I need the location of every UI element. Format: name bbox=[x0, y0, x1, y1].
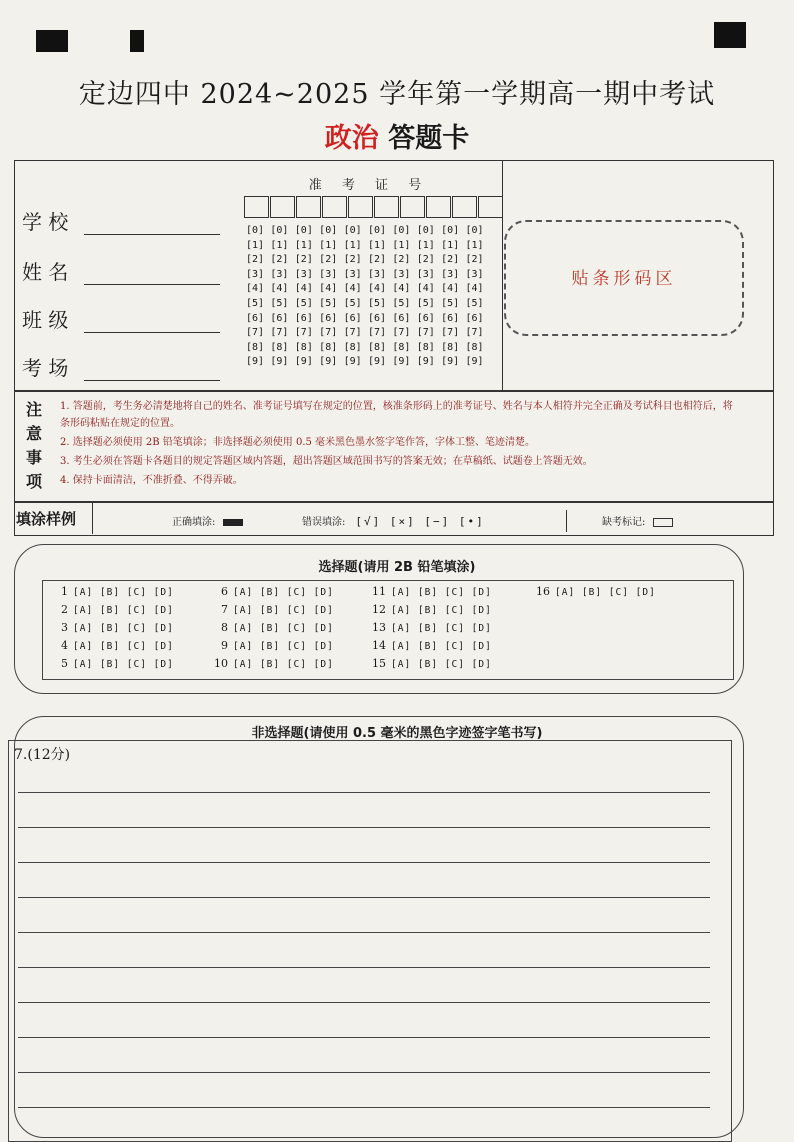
bubble-row bbox=[246, 268, 490, 283]
page-subtitle bbox=[0, 116, 794, 155]
digit-bubble[interactable]: [2] bbox=[270, 254, 289, 266]
digit-bubble[interactable]: [1] bbox=[441, 239, 460, 251]
question-number: 13 bbox=[372, 621, 386, 634]
answer-options[interactable]: [A] [B] [C] [D] bbox=[233, 623, 334, 634]
digit-bubble[interactable]: [6] bbox=[270, 312, 289, 324]
class-field bbox=[22, 304, 220, 333]
name-field bbox=[22, 256, 220, 285]
digit-bubble[interactable]: [3] bbox=[246, 268, 265, 280]
digit-bubble[interactable]: [0] bbox=[441, 225, 460, 236]
digit-bubble[interactable]: [0] bbox=[465, 225, 484, 236]
digit-bubble[interactable]: [1] bbox=[319, 239, 338, 251]
class-label: 班 级 bbox=[22, 308, 69, 332]
digit-bubble[interactable]: [2] bbox=[392, 254, 411, 266]
digit-bubble[interactable]: [4] bbox=[465, 283, 484, 295]
answer-line bbox=[18, 1107, 710, 1108]
exam-id-digit-box[interactable] bbox=[348, 196, 373, 218]
digit-bubble[interactable]: [1] bbox=[343, 239, 362, 251]
digit-bubble[interactable]: [9] bbox=[343, 356, 362, 368]
question-number: 2 bbox=[61, 603, 68, 616]
digit-bubble[interactable]: [4] bbox=[319, 283, 338, 295]
barcode-label: 贴条形码区 bbox=[571, 269, 677, 289]
choice-question bbox=[212, 657, 334, 670]
digit-bubble[interactable]: [5] bbox=[441, 297, 460, 309]
choice-question bbox=[52, 603, 174, 616]
exam-id-digit-box[interactable] bbox=[426, 196, 451, 218]
digit-bubble[interactable]: [8] bbox=[294, 341, 313, 353]
sample-divider bbox=[92, 502, 93, 534]
digit-bubble[interactable]: [9] bbox=[246, 356, 265, 368]
corner-mark-middle bbox=[130, 30, 144, 52]
question-number: 8 bbox=[221, 621, 228, 634]
question-number: 5 bbox=[61, 657, 68, 670]
exam-id-digit-box[interactable] bbox=[296, 196, 321, 218]
digit-bubble[interactable]: [5] bbox=[246, 297, 265, 309]
digit-bubble[interactable]: [0] bbox=[294, 225, 313, 236]
digit-bubble[interactable]: [8] bbox=[441, 341, 460, 353]
digit-bubble[interactable]: [8] bbox=[367, 341, 387, 353]
digit-bubble[interactable]: [5] bbox=[270, 297, 289, 309]
digit-bubble[interactable]: [8] bbox=[270, 341, 289, 353]
digit-bubble[interactable]: [2] bbox=[246, 254, 265, 266]
choice-question bbox=[212, 621, 334, 634]
digit-bubble[interactable]: [6] bbox=[416, 312, 435, 324]
digit-bubble[interactable]: [1] bbox=[367, 239, 387, 251]
digit-bubble[interactable]: [7] bbox=[416, 327, 435, 339]
answer-options[interactable]: [A] [B] [C] [D] bbox=[233, 659, 334, 670]
question-number: 12 bbox=[372, 603, 386, 616]
choice-question bbox=[212, 603, 334, 616]
answer-line bbox=[18, 897, 710, 898]
digit-bubble[interactable]: [6] bbox=[294, 312, 313, 324]
question-number: 14 bbox=[372, 639, 386, 652]
digit-bubble[interactable]: [9] bbox=[416, 356, 435, 368]
digit-bubble[interactable]: [7] bbox=[392, 327, 411, 339]
digit-bubble[interactable]: [8] bbox=[319, 341, 338, 353]
answer-options[interactable]: [A] [B] [C] [D] bbox=[391, 641, 492, 652]
question-number: 15 bbox=[372, 657, 386, 670]
exam-id-title: 准 考 证 号 bbox=[308, 178, 430, 193]
digit-bubble[interactable]: [6] bbox=[392, 312, 411, 324]
answer-options[interactable]: [A] [B] [C] [D] bbox=[233, 587, 334, 598]
answer-options[interactable]: [A] [B] [C] [D] bbox=[555, 587, 656, 598]
choice-question bbox=[370, 657, 492, 670]
question-number: 10 bbox=[214, 657, 228, 670]
filled-bubble-icon bbox=[223, 519, 243, 526]
choice-question bbox=[370, 621, 492, 634]
bubble-row bbox=[246, 297, 490, 312]
answer-options[interactable]: [A] [B] [C] [D] bbox=[391, 605, 492, 616]
digit-bubble[interactable]: [6] bbox=[343, 312, 362, 324]
digit-bubble[interactable]: [3] bbox=[319, 268, 338, 280]
school-field bbox=[22, 206, 220, 235]
choice-question bbox=[52, 585, 174, 598]
choice-question bbox=[52, 657, 174, 670]
answer-options[interactable]: [A] [B] [C] [D] bbox=[391, 587, 492, 598]
school-input[interactable] bbox=[84, 216, 220, 235]
digit-bubble[interactable]: [7] bbox=[294, 327, 313, 339]
digit-bubble[interactable]: [5] bbox=[392, 297, 411, 309]
sample-correct-label: 正确填涂: bbox=[172, 517, 216, 528]
sample-correct bbox=[172, 513, 243, 528]
answer-options[interactable]: [A] [B] [C] [D] bbox=[73, 623, 174, 634]
bubble-row bbox=[246, 312, 490, 327]
answer-line bbox=[18, 792, 710, 793]
absent-box[interactable] bbox=[653, 518, 673, 527]
digit-bubble[interactable]: [9] bbox=[294, 356, 313, 368]
answer-options[interactable]: [A] [B] [C] [D] bbox=[391, 659, 492, 670]
digit-bubble[interactable]: [7] bbox=[367, 327, 387, 339]
digit-bubble[interactable]: [0] bbox=[392, 225, 411, 236]
digit-bubble[interactable]: [7] bbox=[343, 327, 362, 339]
digit-bubble[interactable]: [9] bbox=[465, 356, 484, 368]
digit-bubble[interactable]: [5] bbox=[343, 297, 362, 309]
school-label: 学 校 bbox=[22, 210, 69, 234]
choice-question bbox=[52, 621, 174, 634]
absent-divider bbox=[566, 510, 567, 532]
exam-id-digit-box[interactable] bbox=[400, 196, 425, 218]
digit-bubble[interactable]: [7] bbox=[246, 327, 265, 339]
answer-options[interactable]: [A] [B] [C] [D] bbox=[73, 587, 174, 598]
sample-wrong bbox=[302, 513, 485, 528]
digit-bubble[interactable]: [1] bbox=[392, 239, 411, 251]
digit-bubble[interactable]: [0] bbox=[416, 225, 435, 236]
corner-mark-right bbox=[714, 22, 746, 48]
digit-bubble[interactable]: [6] bbox=[465, 312, 484, 324]
digit-bubble[interactable]: [3] bbox=[367, 268, 387, 280]
digit-bubble[interactable]: [0] bbox=[343, 225, 362, 236]
digit-bubble[interactable]: [1] bbox=[294, 239, 313, 251]
room-input[interactable] bbox=[84, 362, 220, 381]
bubble-row bbox=[246, 253, 490, 268]
digit-bubble[interactable]: [3] bbox=[416, 268, 435, 280]
question-number: 6 bbox=[221, 585, 228, 598]
digit-bubble[interactable]: [8] bbox=[343, 341, 362, 353]
digit-bubble[interactable]: [0] bbox=[246, 225, 265, 236]
name-label: 姓 名 bbox=[22, 260, 69, 284]
corner-mark-left bbox=[36, 30, 68, 52]
answer-line bbox=[18, 827, 710, 828]
exam-id-bubble-grid bbox=[246, 224, 490, 370]
digit-bubble[interactable]: [2] bbox=[367, 254, 387, 266]
bubble-row bbox=[246, 326, 490, 341]
answer-line bbox=[18, 967, 710, 968]
barcode-area bbox=[504, 220, 744, 336]
digit-bubble[interactable]: [4] bbox=[367, 283, 387, 295]
digit-bubble[interactable]: [8] bbox=[246, 341, 265, 353]
sample-wrong-label: 错误填涂: bbox=[302, 517, 346, 528]
bubble-row bbox=[246, 355, 490, 370]
digit-bubble[interactable]: [7] bbox=[465, 327, 484, 339]
exam-id-digit-box[interactable] bbox=[270, 196, 295, 218]
digit-bubble[interactable]: [9] bbox=[367, 356, 387, 368]
question-number: 9 bbox=[221, 639, 228, 652]
choice-question bbox=[370, 639, 492, 652]
choice-section-title: 选择题(请用 2B 铅笔填涂) bbox=[318, 560, 476, 575]
digit-bubble[interactable]: [9] bbox=[392, 356, 411, 368]
bubble-row bbox=[246, 239, 490, 254]
page-title: 定边四中 2024~2025 学年第一学期高一期中考试 bbox=[78, 79, 716, 110]
bubble-row bbox=[246, 341, 490, 356]
digit-bubble[interactable]: [1] bbox=[246, 239, 265, 251]
digit-bubble[interactable]: [4] bbox=[441, 283, 460, 295]
digit-bubble[interactable]: [3] bbox=[270, 268, 289, 280]
digit-bubble[interactable]: [5] bbox=[294, 297, 313, 309]
digit-bubble[interactable]: [2] bbox=[294, 254, 313, 266]
exam-id-boxes bbox=[244, 196, 504, 218]
digit-bubble[interactable]: [3] bbox=[294, 268, 313, 280]
choice-question bbox=[534, 585, 656, 598]
digit-bubble[interactable]: [2] bbox=[416, 254, 435, 266]
digit-bubble[interactable]: [5] bbox=[319, 297, 338, 309]
digit-bubble[interactable]: [7] bbox=[270, 327, 289, 339]
choice-question bbox=[370, 585, 492, 598]
answer-line bbox=[18, 1002, 710, 1003]
digit-bubble[interactable]: [6] bbox=[319, 312, 338, 324]
digit-bubble[interactable]: [3] bbox=[465, 268, 484, 280]
digit-bubble[interactable]: [3] bbox=[392, 268, 411, 280]
sample-wrong-marks: [√] [×] [−] [•] bbox=[355, 515, 485, 528]
choice-question bbox=[212, 585, 334, 598]
digit-bubble[interactable]: [8] bbox=[465, 341, 484, 353]
card-label: 答题卡 bbox=[388, 123, 470, 154]
answer-options[interactable]: [A] [B] [C] [D] bbox=[73, 659, 174, 670]
digit-bubble[interactable]: [2] bbox=[343, 254, 362, 266]
exam-id-digit-box[interactable] bbox=[478, 196, 503, 218]
digit-bubble[interactable]: [2] bbox=[465, 254, 484, 266]
choice-question bbox=[370, 603, 492, 616]
notice-item: 4. 保持卡面清洁，不准折叠、不得弄破。 bbox=[60, 475, 243, 486]
digit-bubble[interactable]: [9] bbox=[319, 356, 338, 368]
notice-label: 注意事项 bbox=[25, 400, 42, 491]
name-input[interactable] bbox=[84, 266, 220, 285]
digit-bubble[interactable]: [7] bbox=[441, 327, 460, 339]
answer-line bbox=[18, 1037, 710, 1038]
digit-bubble[interactable]: [4] bbox=[246, 283, 265, 295]
digit-bubble[interactable]: [2] bbox=[319, 254, 338, 266]
question-number: 4 bbox=[61, 639, 68, 652]
digit-bubble[interactable]: [4] bbox=[343, 283, 362, 295]
digit-bubble[interactable]: [2] bbox=[441, 254, 460, 266]
subject-label: 政治 bbox=[324, 123, 379, 154]
choice-question bbox=[52, 639, 174, 652]
question-number: 1 bbox=[61, 585, 68, 598]
class-input[interactable] bbox=[84, 314, 220, 333]
digit-bubble[interactable]: [9] bbox=[270, 356, 289, 368]
answer-options[interactable]: [A] [B] [C] [D] bbox=[73, 605, 174, 616]
digit-bubble[interactable]: [9] bbox=[441, 356, 460, 368]
exam-id-digit-box[interactable] bbox=[374, 196, 399, 218]
digit-bubble[interactable]: [1] bbox=[465, 239, 484, 251]
digit-bubble[interactable]: [4] bbox=[270, 283, 289, 295]
digit-bubble[interactable]: [8] bbox=[392, 341, 411, 353]
exam-id-digit-box[interactable] bbox=[244, 196, 269, 218]
notice-item: 3. 考生必须在答题卡各题目的规定答题区域内答题，超出答题区域范围书写的答案无效；在草稿纸、试题卷上答题无效。 bbox=[60, 456, 593, 467]
answer-options[interactable]: [A] [B] [C] [D] bbox=[233, 605, 334, 616]
exam-id-digit-box[interactable] bbox=[322, 196, 347, 218]
nonchoice-section-title: 非选择题(请使用 0.5 毫米的黑色字迹签字笔书写) bbox=[251, 726, 543, 741]
answer-options[interactable]: [A] [B] [C] [D] bbox=[391, 623, 492, 634]
digit-bubble[interactable]: [5] bbox=[465, 297, 484, 309]
digit-bubble[interactable]: [4] bbox=[416, 283, 435, 295]
digit-bubble[interactable]: [3] bbox=[441, 268, 460, 280]
sample-label: 填涂样例 bbox=[16, 510, 77, 528]
digit-bubble[interactable]: [4] bbox=[294, 283, 313, 295]
digit-bubble[interactable]: [4] bbox=[392, 283, 411, 295]
digit-bubble[interactable]: [8] bbox=[416, 341, 435, 353]
absent-mark bbox=[602, 513, 673, 528]
room-label: 考 场 bbox=[22, 356, 69, 380]
digit-bubble[interactable]: [3] bbox=[343, 268, 362, 280]
room-field bbox=[22, 352, 220, 381]
notice-list bbox=[60, 398, 740, 491]
answer-line bbox=[18, 932, 710, 933]
question-number: 3 bbox=[61, 621, 68, 634]
absent-label: 缺考标记: bbox=[602, 517, 646, 528]
exam-id-digit-box[interactable] bbox=[452, 196, 477, 218]
answer-line bbox=[18, 862, 710, 863]
notice-item: 1. 答题前，考生务必清楚地将自己的姓名、准考证号填写在规定的位置，核准条形码上的准考证号、姓名与本人相符并完全正确及考试科目也相符后，将条形码粘贴在规定的位置。 bbox=[60, 401, 733, 429]
digit-bubble[interactable]: [6] bbox=[441, 312, 460, 324]
question-17-label: 7.(12分) bbox=[14, 747, 71, 763]
bubble-row bbox=[246, 282, 490, 297]
digit-bubble[interactable]: [7] bbox=[319, 327, 338, 339]
digit-bubble[interactable]: [5] bbox=[367, 297, 387, 309]
digit-bubble[interactable]: [6] bbox=[367, 312, 387, 324]
choice-question bbox=[212, 639, 334, 652]
digit-bubble[interactable]: [0] bbox=[319, 225, 338, 236]
digit-bubble[interactable]: [5] bbox=[416, 297, 435, 309]
digit-bubble[interactable]: [6] bbox=[246, 312, 265, 324]
digit-bubble[interactable]: [1] bbox=[416, 239, 435, 251]
bubble-row bbox=[246, 224, 490, 239]
answer-options[interactable]: [A] [B] [C] [D] bbox=[73, 641, 174, 652]
question-number: 7 bbox=[221, 603, 228, 616]
answer-area[interactable] bbox=[8, 740, 732, 1142]
answer-line bbox=[18, 1072, 710, 1073]
digit-bubble[interactable]: [0] bbox=[270, 225, 289, 236]
notice-item: 2. 选择题必须使用 2B 铅笔填涂；非选择题必须使用 0.5 毫米黑色墨水签字笔作答，字体工整、笔迹清楚。 bbox=[60, 437, 536, 448]
answer-options[interactable]: [A] [B] [C] [D] bbox=[233, 641, 334, 652]
question-number: 11 bbox=[372, 585, 386, 598]
digit-bubble[interactable]: [0] bbox=[367, 225, 387, 236]
question-number: 16 bbox=[536, 585, 550, 598]
digit-bubble[interactable]: [1] bbox=[270, 239, 289, 251]
